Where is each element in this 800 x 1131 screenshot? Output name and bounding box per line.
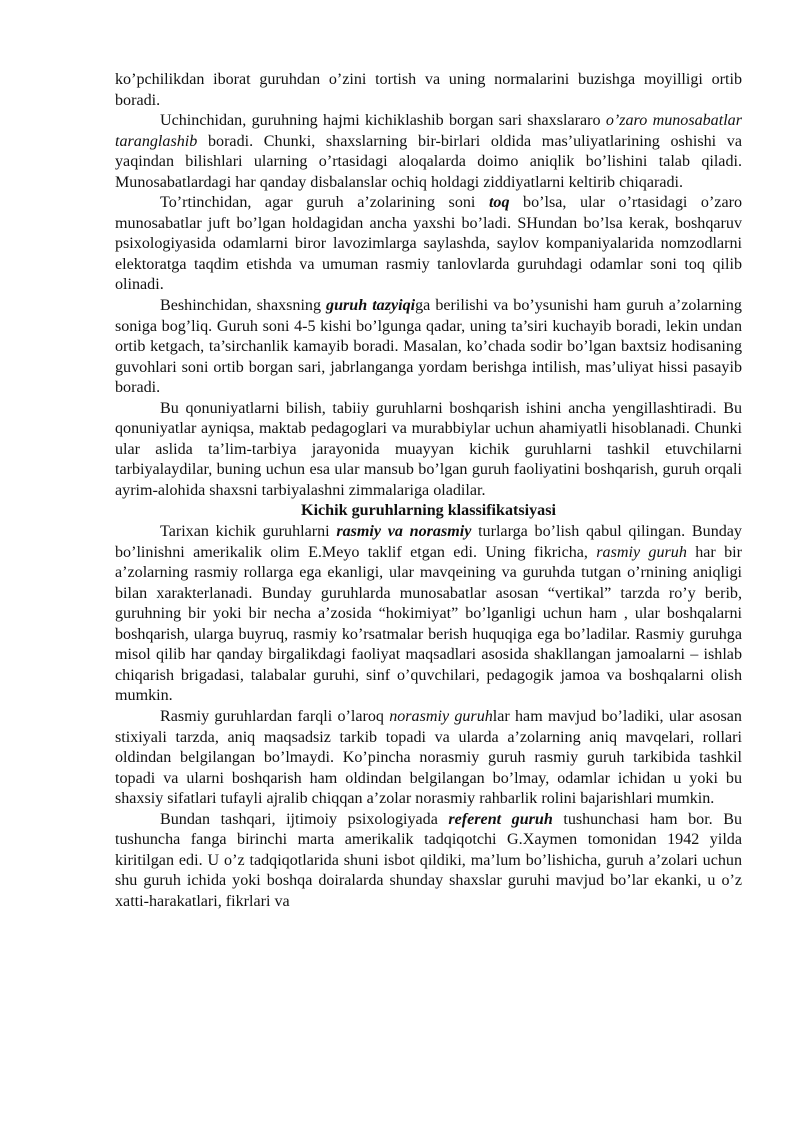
text-run: Bu qonuniyatlarni bilish, tabiiy guruhlarni boshqarish ishini ancha yengillashtiradi. Bu qonuniyatlar ayniqsa, maktab pedagoglari va murabbiylar uchun ahamiyatli hisoblanadi. Chunki ular aslida ta’lim-tarbiya jarayonida muayyan kichik guruhlarni tashkil etuvchilarni tarbiyalaydilar, buning uchun esa ular mansub bo’lgan guruh faoliyatini boshqarish, guruh orqali ayrim-alohida shaxsni tarbiyalashni zimmalariga oladilar. (115, 399, 742, 499)
body-text-before-heading (115, 70, 742, 501)
emphasis-text: referent guruh (448, 810, 553, 828)
paragraph (115, 399, 742, 502)
body-text-after-heading (115, 522, 742, 912)
text-run: tushunchasi ham bor. Bu tushuncha fanga birinchi marta amerikalik tadqiqotchi G.Xaymen tomonidan 1942 yilda kiritilgan edi. U o’z tadqiqotlarida shuni isbot qildiki, ma’lum bo’lishicha, guruh a’zolari uchun shu guruh ichida yoki boshqa doiralarda shunday shaxslar guruhi mavjud bo’lar ekanki, u o’z xatti-harakatlari, fikrlari va (115, 810, 742, 910)
paragraph (115, 193, 742, 296)
paragraph (115, 522, 742, 707)
emphasis-text: o’zaro munosabatlar taranglashib (115, 112, 742, 150)
text-run: lar ham mavjud bo’ladiki, ular asosan stixiyali tarzda, aniq maqsadsiz tarkib topadi va ularda a’zolarning aniq mavqelari, rollari oldindan belgilangan bo’lmaydi. Ko’pincha norasmiy guruh rasmiy guruh tarkibida tashkil topadi va ularni boshqarish ham oldindan belgilangan bo’lmay, odamlar ichidan u yoki bu shaxsiy sifatlari tufayli ajralib chiqqan a’zolar norasmiy rahbarlik rolini bajarishlari mumkin. (115, 707, 742, 808)
emphasis-text: norasmiy guruh (389, 707, 493, 725)
emphasis-text: rasmiy va norasmiy (336, 523, 472, 541)
text-run: Rasmiy guruhlardan farqli o’laroq (160, 707, 390, 725)
document-page (115, 70, 742, 912)
text-run: Uchinchidan, guruhning hajmi kichiklashib borgan sari shaxslararo (160, 112, 606, 130)
paragraph (115, 810, 742, 913)
paragraph (115, 70, 742, 111)
text-run: bo’lsa, ular o’rtasidagi o’zaro munosabatlar juft bo’lgan holdagidan ancha yaxshi bo’ladi. SHundan bo’lsa kerak, boshqaruv psixologiyasida odamlarni biror lavozimlarga saylashda, saylov kompaniyalarida nomzodlarni elektoratga taqdim etishda va umuman rasmiy tanlovlarda guruhdagi odamlar soni toq qilib olinadi. (115, 194, 742, 294)
text-run: Beshinchidan, shaxsning (160, 297, 327, 315)
text-run: turlarga bo’lish qabul qilingan. Bunday bo’linishni amerikalik olim E.Meyo taklif etgan edi. Uning fikricha, (115, 523, 742, 561)
paragraph (115, 707, 742, 810)
text-run: Tarixan kichik guruhlarni (160, 523, 337, 541)
text-run: har bir a’zolarning rasmiy rollarga ega ekanligi, ular mavqeining va guruhda tutgan o’rnining aniqligi bilan xarakterlanadi. Bunday guruhlarda munosabatlar asosan “vertikal” tarzda ro’y berib, guruhning bir yoki bir necha a’zosida “hokimiyat” bo’lganligi uchun ham , ular boshqalarni boshqarish, ularga buyruq, rasmiy ko’rsatmalar berish huquqiga ega bo’ladilar. Rasmiy guruhga misol qilib har qanday birgalikdagi faoliyat maqsadlari asosida shakllangan jamoalarni – ishlab chiqarish brigadasi, talabalar guruhi, sinf o’quvchilari, pedagogik jamoa va boshqalarni olish mumkin. (115, 543, 742, 705)
text-run: ga berilishi va bo’ysunishi ham guruh a’zolarning soniga bog’liq. Guruh soni 4-5 kishi bo’lgunga qadar, uning ta’siri kuchayib boradi, lekin undan ortib ketgach, ta’sirchanlik kamayib boradi. Masalan, ko’chada sodir bo’lgan baxtsiz hodisaning guvohlari soni ortib borgan sari, jabrlanganga yordam berishga intilish, mas’uliyat hissi pasayib boradi. (115, 297, 742, 397)
text-run: boradi. Chunki, shaxslarning bir-birlari oldida mas’uliyatlarining oshishi va yaqindan bilishlari ularning o’rtasidagi aloqalarda doimo aniqlik bo’lishini talab qiladi. Munosabatlardagi har qanday disbalanslar ochiq holdagi ziddiyatlarni keltirib chiqaradi. (115, 132, 742, 191)
paragraph (115, 111, 742, 193)
paragraph (115, 296, 742, 399)
emphasis-text: rasmiy guruh (596, 543, 687, 561)
section-heading: Kichik guruhlarning klassifikatsiyasi (301, 502, 556, 520)
text-run: Bundan tashqari, ijtimoiy psixologiyada (160, 810, 449, 828)
emphasis-text: toq (488, 194, 510, 212)
text-run: To’rtinchidan, agar guruh a’zolarining soni (160, 194, 489, 212)
emphasis-text: guruh tazyiqi (326, 297, 416, 315)
text-run: ko’pchilikdan iborat guruhdan o’zini tortish va uning normalarini buzishga moyilligi ortib boradi. (115, 71, 742, 109)
